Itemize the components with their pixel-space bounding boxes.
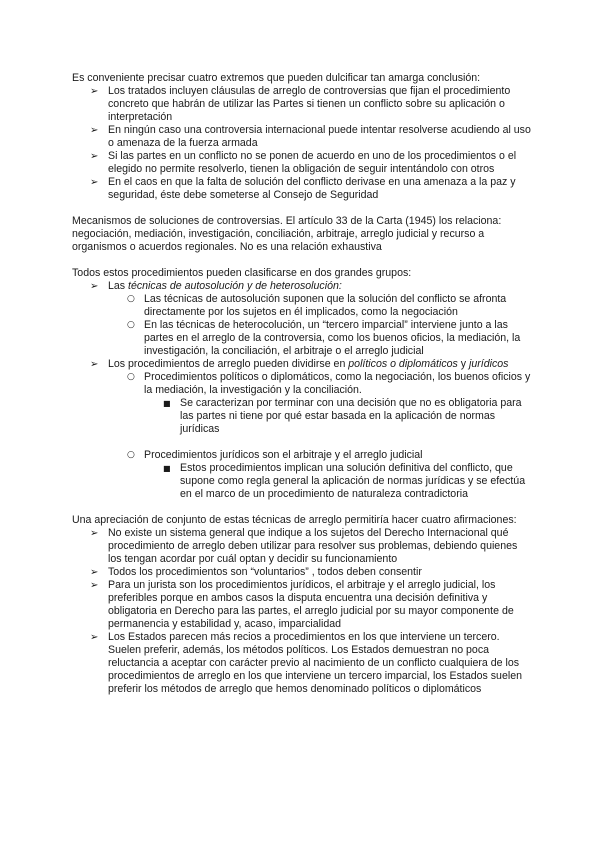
group1-prefix: Las — [108, 280, 129, 292]
group2-mid: y — [457, 358, 469, 370]
arrow-bullet-icon: ➢ — [90, 125, 99, 136]
list-item-text: Los Estados parecen más recios a procedimientos en los que interviene un tercero. Suelen preferir, además, los métodos políticos. Los Estados demuestran no poca reluctancia a aceptar con carácter previo al nacimiento de un conflicto cualquiera de los procedimientos de arreglo en los que interviene un tercero imparcial, los Estados suelen preferir los métodos de arreglo que hemos denominado políticos o diplomáticos — [108, 631, 522, 695]
arrow-bullet-icon: ➢ — [90, 86, 99, 97]
group2-italic2: jurídicos — [469, 358, 509, 370]
square-bullet-icon: ■ — [163, 399, 171, 408]
list-item-text: En el caos en que la falta de solución del conflicto derivase en una amenaza a la paz y seguridad, éste debe someterse al Consejo de Seguridad — [108, 176, 516, 201]
arrow-bullet-icon: ➢ — [90, 151, 99, 162]
square-bullet-icon: ■ — [163, 464, 171, 473]
list-item — [72, 293, 532, 319]
circle-bullet-icon: ○ — [127, 450, 135, 460]
list-item — [72, 579, 532, 631]
arrow-bullet-icon: ➢ — [90, 177, 99, 188]
list-item-text: En las técnicas de heterocolución, un “tercero imparcial” interviene junto a las partes en el arreglo de la controversia, como los buenos oficios, la mediación, la investigación, la conciliación, el arbitraje o el arreglo judicial — [144, 319, 521, 357]
arrow-bullet-icon: ➢ — [90, 632, 99, 643]
list-item-text: Todos los procedimientos son “voluntarios” , todos deben consentir — [108, 566, 422, 578]
list-item — [72, 85, 532, 124]
arrow-bullet-icon: ➢ — [90, 281, 99, 292]
list-item — [72, 397, 532, 436]
list-item — [72, 631, 532, 696]
list-item-text: Los tratados incluyen cláusulas de arreglo de controversias que fijan el procedimiento concreto que habrán de utilizar las Partes si tienen un conflicto sobre su aplicación o interpretación — [108, 85, 511, 123]
list-item — [72, 358, 532, 371]
arrow-bullet-icon: ➢ — [90, 567, 99, 578]
circle-bullet-icon: ○ — [127, 294, 135, 304]
list-item — [72, 124, 532, 150]
group1-italic: técnicas de autosolución y de heterosolución: — [128, 280, 342, 292]
document-page — [72, 72, 532, 696]
group2-italic1: políticos o diplomáticos — [348, 358, 458, 370]
arrow-bullet-icon: ➢ — [90, 580, 99, 591]
list-item — [72, 371, 532, 397]
list-item-text: Si las partes en un conflicto no se ponen de acuerdo en uno de los procedimientos o el elegido no permite resolverlo, tienen la obligación de seguir intentándolo con otros — [108, 150, 517, 175]
circle-bullet-icon: ○ — [127, 320, 135, 330]
list-item — [72, 176, 532, 202]
group2-prefix: Los procedimientos de arreglo pueden dividirse en — [108, 358, 349, 370]
list-item-text: Procedimientos jurídicos son el arbitraje y el arreglo judicial — [144, 449, 423, 461]
list-item — [72, 319, 532, 358]
list-item — [72, 280, 532, 293]
intro-paragraph: Es conveniente precisar cuatro extremos que pueden dulcificar tan amarga conclusión: — [72, 72, 481, 84]
assessment-intro-paragraph: Una apreciación de conjunto de estas técnicas de arreglo permitiría hacer cuatro afirmaciones: — [72, 514, 517, 526]
mechanisms-paragraph: Mecanismos de soluciones de controversias. El artículo 33 de la Carta (1945) los relaciona: negociación, mediación, investigación, conciliación, arbitraje, arreglo judicial y recurso a organismos o acuerdos regionales. No es una relación exhaustiva — [72, 215, 502, 253]
circle-bullet-icon: ○ — [127, 372, 135, 382]
list-item — [72, 527, 532, 566]
list-item — [72, 150, 532, 176]
list-item-text: Se caracterizan por terminar con una decisión que no es obligatoria para las partes ni tiene por qué estar basada en la aplicación de normas jurídicas — [180, 397, 522, 435]
arrow-bullet-icon: ➢ — [90, 359, 99, 370]
arrow-bullet-icon: ➢ — [90, 528, 99, 539]
list-item-text: En ningún caso una controversia internacional puede intentar resolverse acudiendo al uso o amenaza de la fuerza armada — [108, 124, 531, 149]
list-item-text: No existe un sistema general que indique a los sujetos del Derecho Internacional qué procedimiento de arreglo deben utilizar para resolver sus problemas, debiendo quienes los tengan acordar por cuál optan y decidir su funcionamiento — [108, 527, 518, 565]
list-item-text: Para un jurista son los procedimientos jurídicos, el arbitraje y el arreglo judicial, los preferibles porque en ambos casos la disputa encuentra una decisión definitiva y obligatoria en Derecho para las partes, el arreglo judicial por su mayor componente de permanencia y estabilidad y, acaso, imparcialidad — [108, 579, 514, 630]
groups-intro-paragraph: Todos estos procedimientos pueden clasificarse en dos grandes grupos: — [72, 267, 412, 279]
list-item-text: Las técnicas de autosolución suponen que la solución del conflicto se afronta directamente por los sujetos en él implicados, como la negociación — [144, 293, 507, 318]
list-item — [72, 449, 532, 462]
list-item-text: Procedimientos políticos o diplomáticos, como la negociación, los buenos oficios y la mediación, la investigación y la conciliación. — [144, 371, 531, 396]
list-item-text: Estos procedimientos implican una solución definitiva del conflicto, que supone como regla general la aplicación de normas jurídicas y se efectúa en el marco de un procedimiento de naturaleza contradictoria — [180, 462, 526, 500]
list-item — [72, 462, 532, 501]
list-item — [72, 566, 532, 579]
